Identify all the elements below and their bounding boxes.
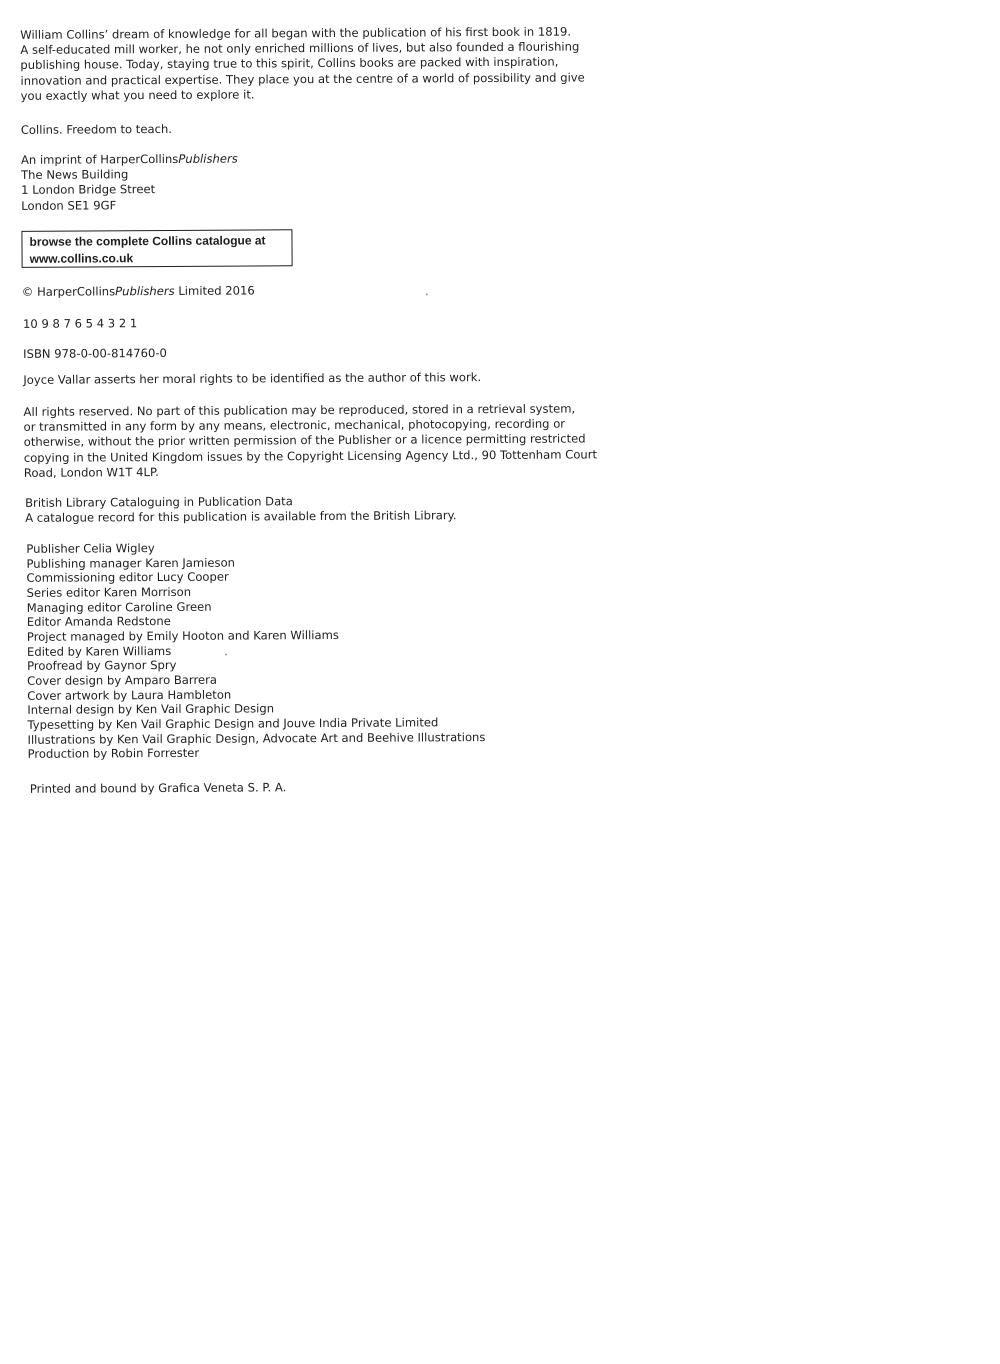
credit-item: Proofread by Gaynor Spry — [27, 658, 177, 674]
imprint-publishers: Publishers — [178, 151, 238, 166]
address-line: The News Building — [21, 167, 129, 183]
copyright-publishers: Publishers — [115, 283, 175, 299]
slogan-text: Collins. Freedom to teach. — [20, 121, 173, 137]
british-library-data — [25, 493, 457, 526]
british-library-line: British Library Cataloguing in Publication Data — [25, 494, 293, 510]
intro-line: publishing house. Today, staying true to this spirit, Collins books are packed with inspiration, — [20, 54, 559, 73]
rights-reserved-paragraph — [23, 401, 597, 481]
copyright-suffix: Limited 2016 — [174, 283, 255, 298]
print-line — [23, 316, 137, 332]
intro-line: William Collins’ dream of knowledge for all began with the publication of his first book in 1819. — [20, 24, 572, 42]
intro-line: A self-educated mill worker, he not only enriched millions of lives, but also founded a flourishing — [20, 39, 580, 58]
intro-line: innovation and practical expertise. They place you at the centre of a world of possibility and give — [20, 70, 585, 88]
print-line-text: 10 9 8 7 6 5 4 3 2 1 — [22, 316, 138, 331]
credit-item: Publisher Celia Wigley — [26, 541, 155, 556]
rights-line: or transmitted in any form by any means, electronic, mechanical, photocopying, recording or — [23, 416, 566, 435]
credit-item: Typesetting by Ken Vail Graphic Design and Jouve India Private Limited — [27, 715, 439, 732]
rights-line: All rights reserved. No part of this publication may be reproduced, stored in a retrieval system, — [23, 401, 576, 419]
credit-item: Cover design by Amparo Barrera — [27, 672, 218, 688]
credits-list — [26, 539, 485, 762]
printed-by-text: Printed and bound by Grafica Veneta S. P. A. — [29, 780, 287, 796]
address-line: 1 London Bridge Street — [21, 182, 156, 198]
rights-line: otherwise, without the prior written permission of the Publisher or a licence permitting restricted — [23, 431, 586, 450]
printed-by — [30, 780, 287, 797]
credit-item: Production by Robin Forrester — [27, 745, 200, 762]
credit-item: Internal design by Ken Vail Graphic Design — [27, 701, 275, 718]
catalogue-url[interactable]: www.collins.co.uk — [29, 250, 134, 266]
scan-speck — [225, 654, 227, 656]
moral-rights-text: Joyce Vallar asserts her moral rights to be identified as the author of this work. — [23, 370, 482, 387]
credit-item: Series editor Karen Morrison — [26, 584, 192, 600]
isbn-text: ISBN 978-0-00-814760-0 — [23, 345, 167, 361]
copyright-notice — [22, 283, 255, 300]
catalogue-box — [21, 229, 292, 268]
credit-item: Illustrations by Ken Vail Graphic Design, Advocate Art and Beehive Illustrations — [27, 729, 486, 747]
catalogue-text: browse the complete Collins catalogue at — [29, 233, 266, 249]
british-library-line: A catalogue record for this publication is available from the British Library. — [25, 508, 457, 526]
intro-line: you exactly what you need to explore it. — [20, 87, 255, 103]
imprint-line — [21, 152, 238, 169]
credit-item: Commissioning editor Lucy Cooper — [26, 569, 229, 586]
address-line: London SE1 9GF — [21, 197, 117, 213]
credit-item: Managing editor Caroline Green — [26, 599, 212, 615]
copyright-line — [22, 283, 255, 300]
credit-item: Publishing manager Karen Jamieson — [26, 555, 236, 571]
imprint-address — [21, 152, 238, 214]
credit-item: Cover artwork by Laura Hambleton — [27, 687, 232, 703]
credit-item: Project managed by Emily Hooton and Karen Williams — [26, 627, 339, 644]
intro-paragraph — [20, 24, 585, 103]
moral-rights — [23, 370, 481, 388]
isbn — [23, 346, 167, 362]
credit-item: Editor Amanda Redstone — [26, 614, 171, 630]
rights-line: Road, London W1T 4LP. — [23, 464, 159, 480]
credit-item: Edited by Karen Williams — [26, 643, 172, 659]
scan-speck — [426, 293, 428, 295]
imprint-prefix: An imprint of HarperCollins — [20, 151, 179, 167]
copyright-prefix: © HarperCollins — [21, 284, 116, 299]
slogan — [21, 122, 172, 138]
rights-line: copying in the United Kingdom issues by the Copyright Licensing Agency Ltd., 90 Tottenham Court — [23, 446, 598, 465]
